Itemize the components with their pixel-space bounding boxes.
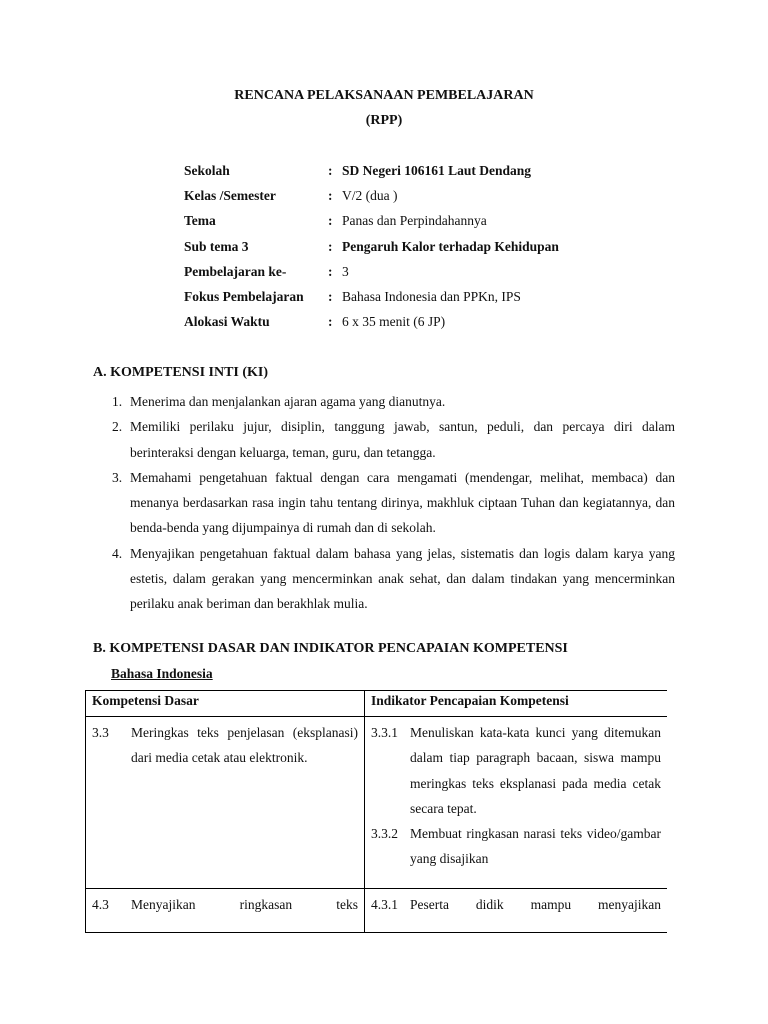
- info-value: Pengaruh Kalor terhadap Kehidupan: [342, 238, 559, 254]
- list-item: [112, 541, 675, 617]
- document-subtitle: (RPP): [365, 113, 403, 128]
- info-colon: :: [328, 238, 333, 254]
- info-value: SD Negeri 106161 Laut Dendang: [342, 163, 532, 178]
- info-value: 6 x 35 menit (6 JP): [342, 314, 446, 330]
- info-row-subtheme: [184, 239, 559, 264]
- info-row-school: [184, 163, 559, 188]
- info-value: V/2 (dua ): [342, 188, 398, 204]
- column-header-indicator: Indikator Pencapaian Kompetensi: [365, 691, 668, 717]
- table-header-row: [86, 691, 668, 717]
- basic-competence-cell: [86, 889, 365, 933]
- subject-heading: Bahasa Indonesia: [111, 666, 213, 681]
- indicator-text: Peserta didik mampu menyajikan: [410, 897, 661, 912]
- indicator-entry: [371, 892, 661, 917]
- competence-text: Meringkas teks penjelasan (eksplanasi) dari media cetak atau elektronik.: [131, 725, 358, 766]
- info-row-theme: [184, 213, 559, 238]
- identity-block: [184, 163, 559, 339]
- indicator-number: 4.3.1: [371, 897, 398, 912]
- indicator-cell: [365, 717, 668, 889]
- indicator-text: Menuliskan kata-kata kunci yang ditemukan dalam tiap paragraph bacaan, siswa mampu meringkas teks eksplanasi pada media cetak secara tepat.: [410, 725, 661, 816]
- list-item: [112, 389, 675, 414]
- info-colon: :: [328, 288, 333, 304]
- list-number: 4.: [112, 545, 123, 561]
- basic-competence-cell: [86, 717, 365, 889]
- competence-entry: [92, 892, 358, 917]
- indicator-text: Membuat ringkasan narasi teks video/gambar yang disajikan: [410, 826, 661, 867]
- info-label: Pembelajaran ke-: [184, 263, 287, 279]
- indicator-number: 3.3.1: [371, 725, 398, 740]
- info-value: Panas dan Perpindahannya: [342, 213, 487, 229]
- info-label: Kelas /Semester: [184, 188, 276, 204]
- indicator-number: 3.3.2: [371, 826, 398, 842]
- list-number: 2.: [112, 419, 123, 435]
- competence-number: 3.3: [92, 725, 109, 740]
- section-b-heading: B. KOMPETENSI DASAR DAN INDIKATOR PENCAPAIAN KOMPETENSI: [93, 641, 568, 656]
- info-row-lesson: [184, 264, 559, 289]
- info-label: Sub tema 3: [184, 238, 249, 254]
- info-row-time: [184, 314, 559, 339]
- indicator-cell: [365, 889, 668, 933]
- competence-text: Menyajikan ringkasan teks: [131, 897, 358, 912]
- info-label: Sekolah: [184, 163, 230, 178]
- competence-table: [85, 690, 667, 933]
- info-row-class: [184, 188, 559, 213]
- list-item: [112, 414, 675, 465]
- info-label: Tema: [184, 213, 216, 229]
- info-label: Alokasi Waktu: [184, 314, 270, 330]
- list-text: Menerima dan menjalankan ajaran agama yang dianutnya.: [130, 394, 446, 409]
- list-text: Memahami pengetahuan faktual dengan cara mengamati (mendengar, melihat, membaca) dan menanya berdasarkan rasa ingin tahu tentang dirinya, makhluk ciptaan Tuhan dan kegiatannya, dan benda-benda yang dijumpainya di rumah dan di sekolah.: [130, 469, 675, 536]
- list-text: Memiliki perilaku jujur, disiplin, tanggung jawab, santun, peduli, dan percaya diri dalam berinteraksi dengan keluarga, teman, guru, dan tetangga.: [130, 419, 675, 460]
- info-colon: :: [328, 314, 333, 330]
- competence-entry: [92, 720, 358, 771]
- competence-number: 4.3: [92, 897, 109, 912]
- list-number: 1.: [112, 394, 123, 409]
- info-colon: :: [328, 188, 333, 204]
- info-colon: :: [328, 263, 333, 279]
- info-colon: :: [328, 213, 333, 229]
- list-text: Menyajikan pengetahuan faktual dalam bahasa yang jelas, sistematis dan logis dalam karya yang estetis, dalam gerakan yang mencerminkan anak sehat, dan dalam tindakan yang mencerminkan perilaku anak beriman dan berakhlak mulia.: [130, 545, 675, 612]
- info-label: Fokus Pembelajaran: [184, 288, 304, 304]
- section-a-heading: A. KOMPETENSI INTI (KI): [93, 365, 269, 380]
- document-title: RENCANA PELAKSANAAN PEMBELAJARAN: [234, 88, 534, 103]
- competence-table-wrapper: [85, 690, 667, 1024]
- indicator-entry: [371, 720, 661, 821]
- table-row: [86, 889, 668, 933]
- info-row-focus: [184, 289, 559, 314]
- info-value: 3: [342, 263, 349, 279]
- column-header-basic-competence: Kompetensi Dasar: [86, 691, 365, 717]
- core-competence-list: [112, 389, 675, 617]
- list-item: [112, 465, 675, 541]
- info-colon: :: [328, 163, 333, 178]
- info-value: Bahasa Indonesia dan PPKn, IPS: [342, 288, 521, 304]
- list-number: 3.: [112, 469, 123, 485]
- table-row: [86, 717, 668, 889]
- indicator-entry: [371, 821, 661, 872]
